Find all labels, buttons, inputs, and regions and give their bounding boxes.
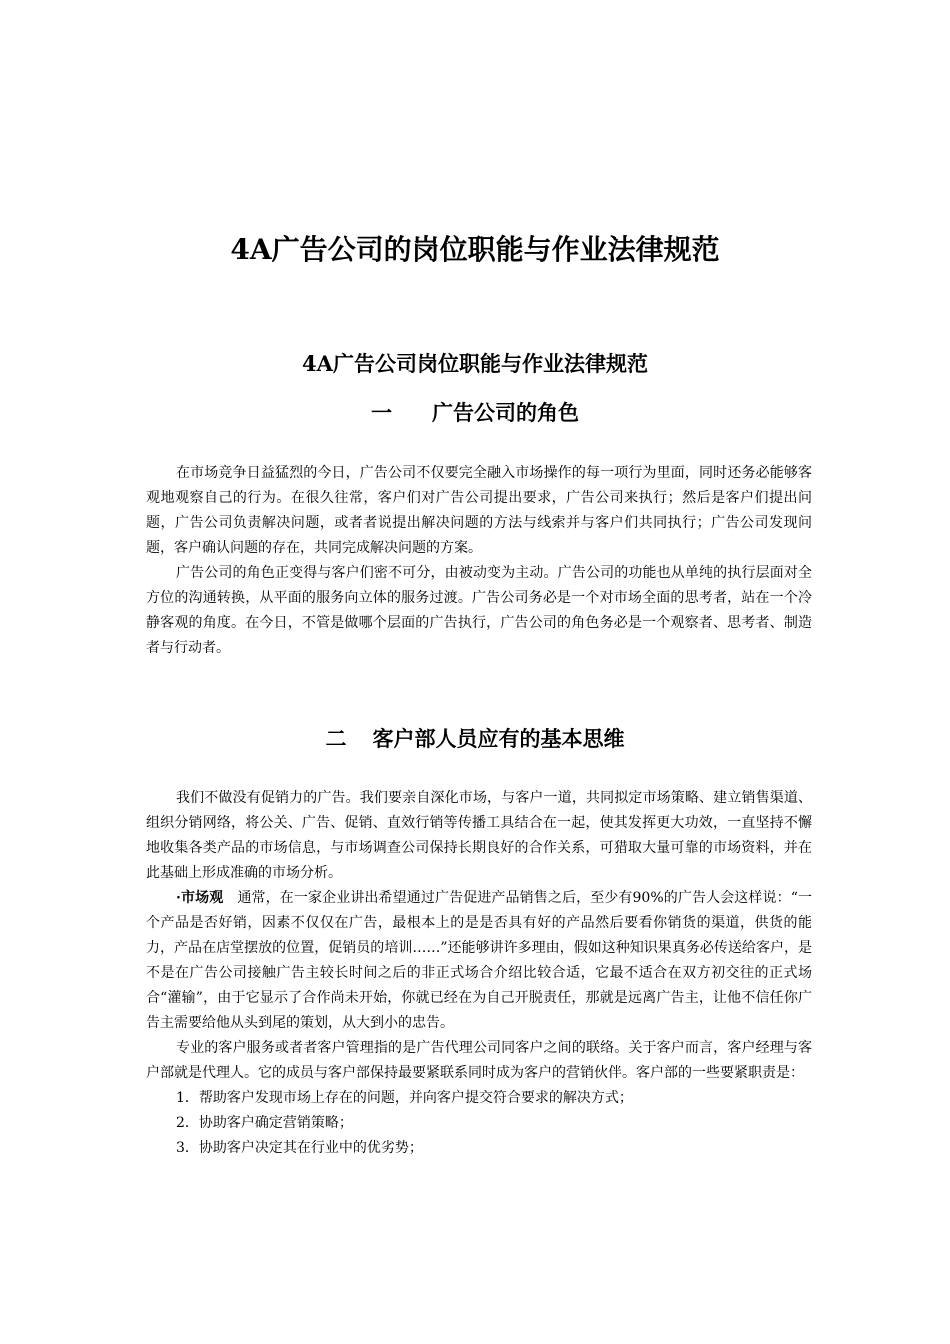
- paragraph: 专业的客户服务或者者客户管理指的是广告代理公司同客户之间的联络。关于客户而言，客户经理与客户部就是代理人。它的成员与客户部保持最要紧联系同时成为客户的营销伙伴。客户部的一些要紧职责是：: [146, 1040, 812, 1081]
- section-title: 广告公司的角色: [432, 400, 579, 425]
- paragraph: 我们不做没有促销力的广告。我们要亲自深化市场，与客户一道，共同拟定市场策略、建立销售渠道、组织分销网络，将公关、广告、促销、直效行销等传播工具结合在一起，使其发挥更大功效，一直坚持不懈地收集各类产品的市场信息，与市场调查公司保持长期良好的合作关系，可猎取大量可靠的市场资料，并在此基础上形成准确的市场分析。: [146, 790, 812, 881]
- section-title: 客户部人员应有的基本思维: [372, 726, 625, 751]
- list-item: 3．协助客户决定其在行业中的优劣势；: [176, 1140, 423, 1156]
- paragraph: 在市场竞争日益猛烈的今日，广告公司不仅要完全融入市场操作的每一项行为里面，同时还务必能够客观地观察自己的行为。在很久往常，客户们对广告公司提出要求，广告公司来执行；然后是客户们提出问题，广告公司负责解决问题，或者者说提出解决问题的方法与线索并与客户们共同执行；广告公司发现问题，客户确认问题的存在，共同完成解决问题的方案。: [146, 465, 812, 556]
- section-2-body: [146, 786, 812, 1161]
- section-number: 一: [371, 400, 392, 425]
- market-view-text: 通常，在一家企业讲出希望通过广告促进产品销售之后，至少有90%的广告人会这样说：“一个产品是否好销，因素不仅仅在广告，最根本上的是是否具有好的产品然后要看你销货的渠道，供货的能力，产品在店堂摆放的位置，促销员的培训……”还能够讲许多理由，假如这种知识果真务必传送给客户，是不是在广告公司接触广告主较长时间之后的非正式场合介绍比较合适，它最不适合在双方初交往的正式场合“灌输”，由于它显示了合作尚未开始，你就已经在为自己开脱责任，那就是远离广告主，让他不信任你广告主需要给他从头到尾的策划，从大到小的忠告。: [146, 890, 813, 1031]
- section-1-body: [146, 461, 812, 661]
- document-subtitle: 4A广告公司岗位职能与作业法律规范: [302, 351, 648, 376]
- market-view-paragraph: [146, 886, 812, 1036]
- document-title: 4A广告公司的岗位职能与作业法律规范: [230, 233, 720, 266]
- paragraph: 广告公司的角色正变得与客户们密不可分，由被动变为主动。广告公司的功能也从单纯的执行层面对全方位的沟通转换，从平面的服务向立体的服务过渡。广告公司务必是一个对市场全面的思考者，站在一个冷静客观的角度。在今日，不管是做哪个层面的广告执行，广告公司的角色务必是一个观察者、思考者、制造者与行动者。: [146, 565, 812, 656]
- section-heading-1: [0, 395, 950, 431]
- section-number: 二: [325, 726, 347, 751]
- list-item: 1．帮助客户发现市场上存在的问题，并向客户提交符合要求的解决方式；: [176, 1090, 633, 1106]
- list-item: 2．协助客户确定营销策略；: [176, 1115, 353, 1131]
- market-view-lead: ·市场观: [176, 890, 224, 906]
- section-heading-2: [0, 721, 950, 757]
